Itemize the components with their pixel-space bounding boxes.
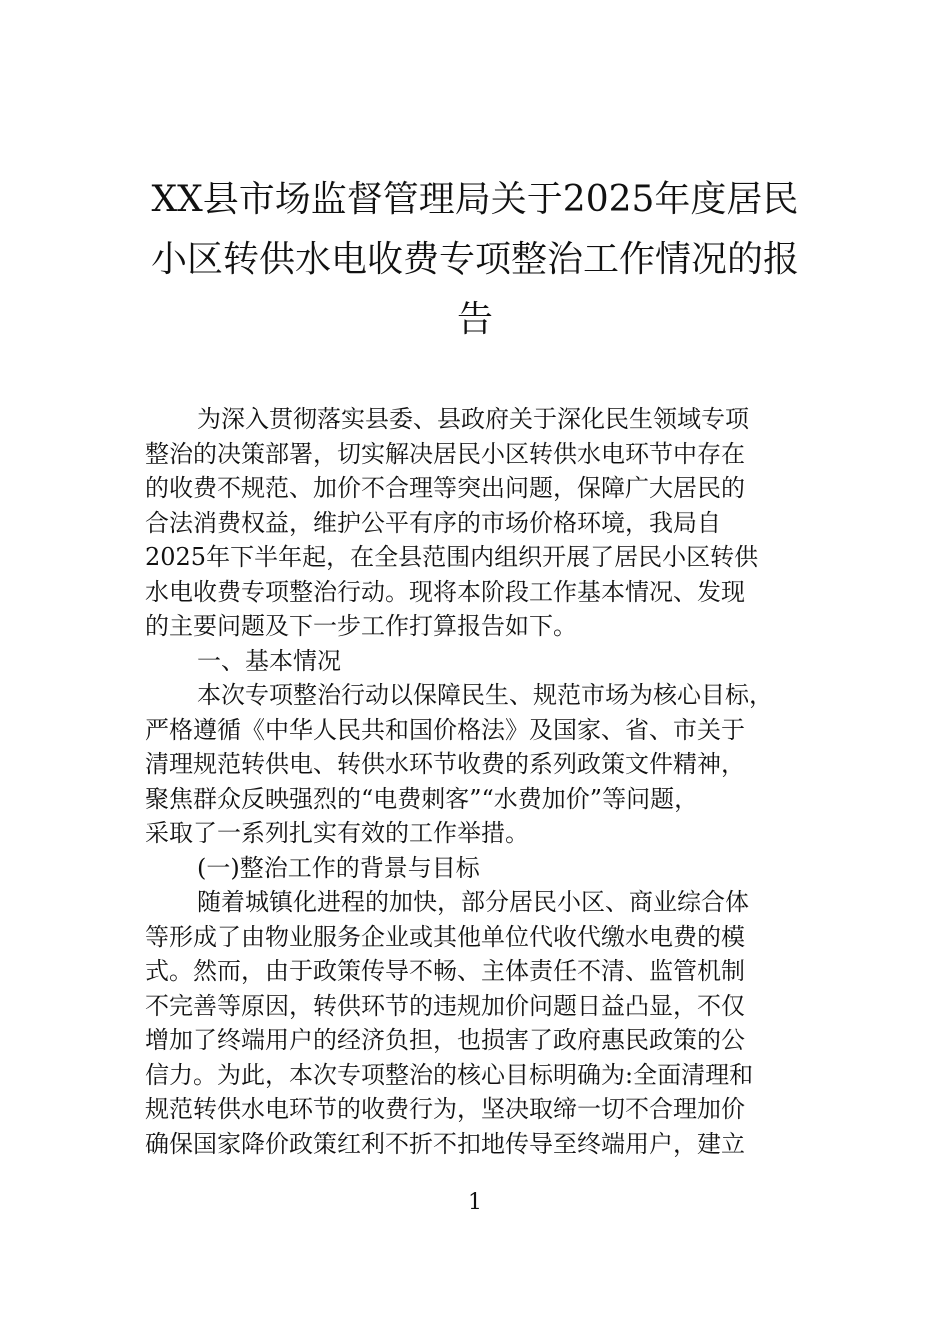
section-paragraph-line: 采取了一系列扎实有效的工作举措。 [145, 819, 529, 847]
intro-paragraph-line: 水电收费专项整治行动。现将本阶段工作基本情况、发现 [145, 577, 745, 606]
document-title [120, 170, 830, 350]
document-body [145, 402, 835, 1161]
page-number: 1 [468, 1190, 482, 1215]
subsection-paragraph-line: 规范转供水电环节的收费行为，坚决取缔一切不合理加价 [145, 1095, 745, 1123]
section-paragraph-line: 严格遵循《中华人民共和国价格法》及国家、省、市关于 [145, 715, 745, 744]
title-line-1: XX县市场监督管理局关于2025年度居民 [151, 179, 799, 220]
subsection-paragraph-line: 不完善等原因，转供环节的违规加价问题日益凸显，不仅 [145, 991, 745, 1020]
subsection-heading: (一)整治工作的背景与目标 [197, 853, 480, 882]
intro-paragraph-line: 2025年下半年起，在全县范围内组织开展了居民小区转供 [145, 543, 759, 571]
section-paragraph-line: 清理规范转供电、转供水环节收费的系列政策文件精神， [145, 750, 745, 778]
intro-paragraph-line: 的收费不规范、加价不合理等突出问题，保障广大居民的 [145, 474, 745, 502]
section-paragraph-line: 本次专项整治行动以保障民生、规范市场为核心目标， [197, 681, 773, 709]
title-line-3: 告 [456, 299, 493, 340]
subsection-paragraph-line: 确保国家降价政策红利不折不扣地传导至终端用户，建立 [145, 1129, 745, 1158]
section-heading: 一、基本情况 [197, 646, 341, 675]
subsection-paragraph-line: 等形成了由物业服务企业或其他单位代收代缴水电费的模 [145, 922, 745, 951]
section-paragraph-line: 聚焦群众反映强烈的“电费刺客”“水费加价”等问题， [145, 784, 699, 813]
subsection-paragraph-line: 随着城镇化进程的加快，部分居民小区、商业综合体 [197, 888, 749, 916]
subsection-paragraph-line: 增加了终端用户的经济负担，也损害了政府惠民政策的公 [145, 1026, 745, 1054]
intro-paragraph-line: 合法消费权益，维护公平有序的市场价格环境，我局自 [145, 508, 721, 537]
intro-paragraph-line: 为深入贯彻落实县委、县政府关于深化民生领域专项 [197, 405, 749, 433]
subsection-paragraph-line: 式。然而，由于政策传导不畅、主体责任不清、监管机制 [145, 957, 745, 985]
subsection-paragraph-line: 信力。为此，本次专项整治的核心目标明确为:全面清理和 [145, 1060, 754, 1089]
intro-paragraph-line: 的主要问题及下一步工作打算报告如下。 [145, 612, 577, 640]
title-line-2: 小区转供水电收费专项整治工作情况的报 [150, 239, 799, 280]
intro-paragraph-line: 整治的决策部署，切实解决居民小区转供水电环节中存在 [145, 439, 745, 468]
